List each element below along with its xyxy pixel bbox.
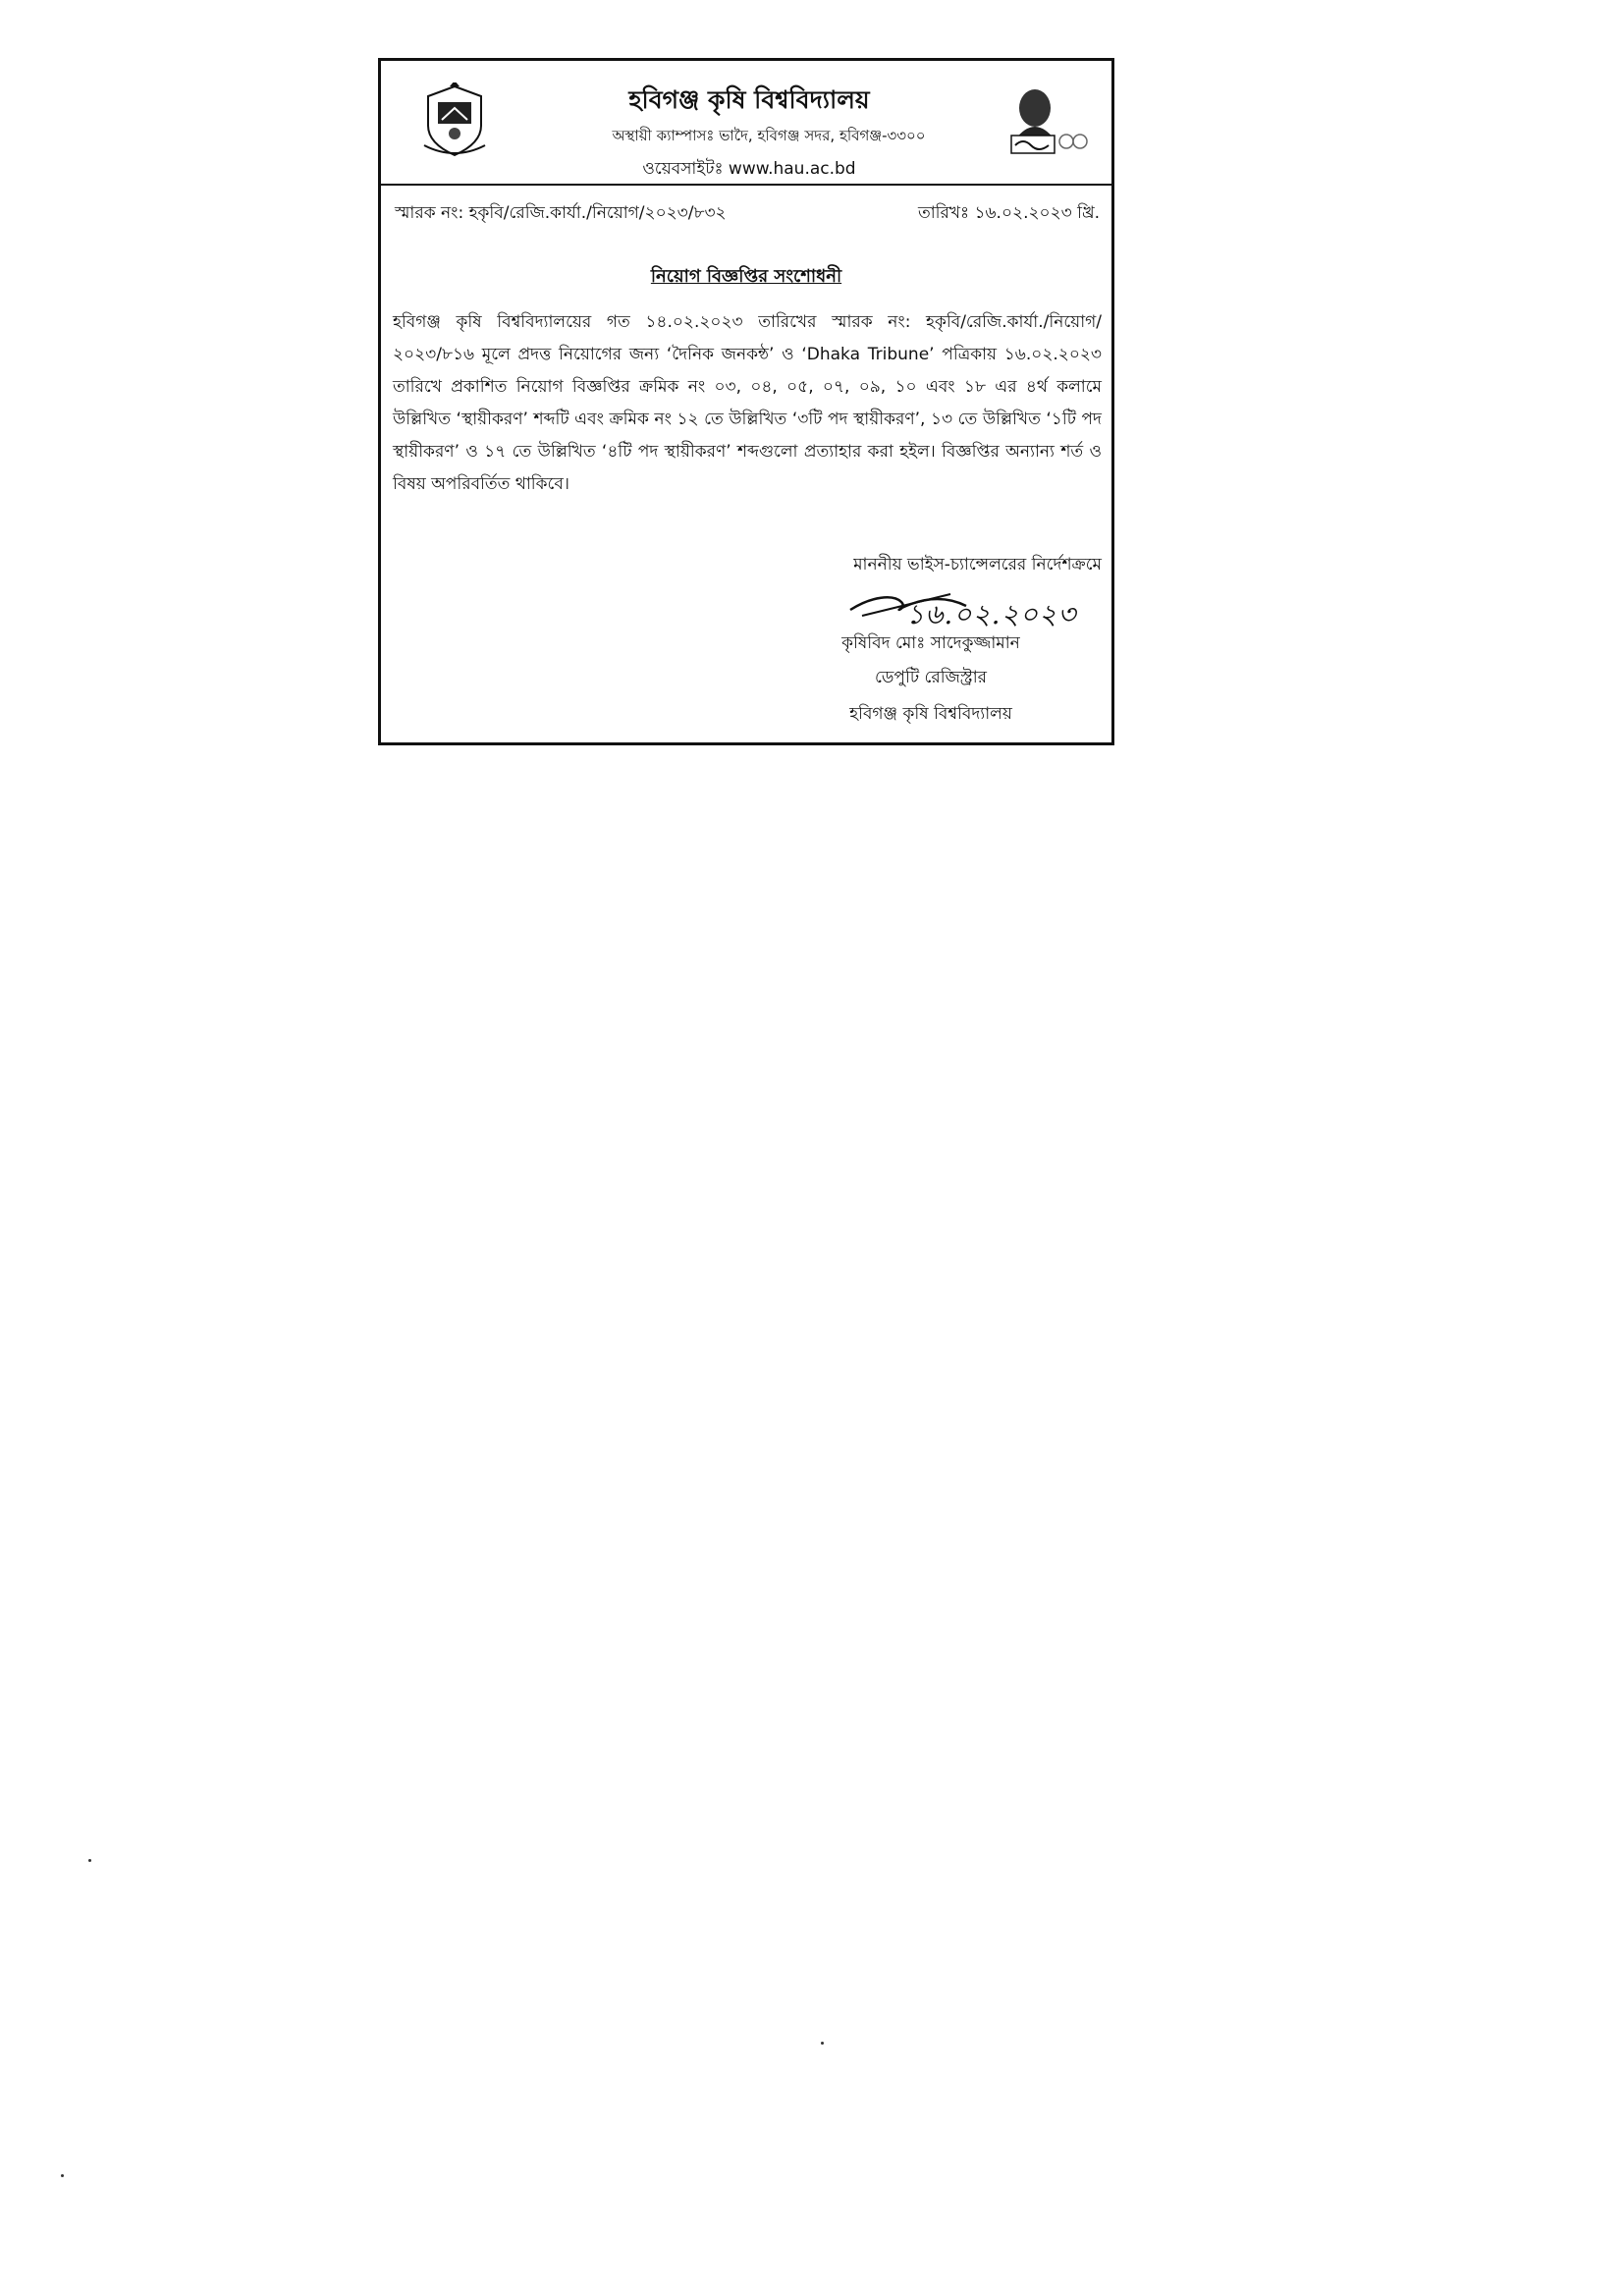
letterhead: [381, 61, 1111, 184]
handwritten-date: ১৬.০২.২০২৩: [906, 598, 1077, 630]
mujib-borsho-logo-icon: [1001, 81, 1088, 157]
scan-speck: [61, 2174, 64, 2177]
university-name: হবিগঞ্জ কৃষি বিশ্ববিদ্যালয়: [628, 85, 870, 114]
notice-body: হবিগঞ্জ কৃষি বিশ্ববিদ্যালয়ের গত ১৪.০২.২০২৩ তারিখের স্মারক নং: হকৃবি/রেজি.কার্যা./নিয়োগ/২০২৩/৮১৬ মূলে প্রদত্ত নিয়োগের জন্য ‘দৈনিক জনকন্ঠ’ ও ‘Dhaka Tribune’ পত্রিকায় ১৬.০২.২০২৩ তারিখে প্রকাশিত নিয়োগ বিজ্ঞপ্তির ক্রমিক নং ০৩, ০৪, ০৫, ০৭, ০৯, ১০ এবং ১৮ এর ৪র্থ কলামে উল্লিখিত ‘স্থায়ীকরণ’ শব্দটি এবং ক্রমিক নং ১২ তে উল্লিখিত ‘৩টি পদ স্থায়ীকরণ’, ১৩ তে উল্লিখিত ‘১টি পদ স্থায়ীকরণ’ ও ১৭ তে উল্লিখিত ‘৪টি পদ স্থায়ীকরণ’ শব্দগুলো প্রত্যাহার করা হইল। বিজ্ঞপ্তির অন্যান্য শর্ত ও বিষয় অপরিবর্তিত থাকিবে।: [393, 312, 1102, 494]
university-crest-icon: [420, 82, 489, 159]
signer-organization: হবিগঞ্জ কৃষি বিশ্ববিদ্যালয়: [849, 704, 1012, 724]
issue-date: তারিখঃ ১৬.০২.২০২৩ খ্রি.: [917, 203, 1100, 223]
scan-speck: [821, 2042, 824, 2045]
notice-frame: [378, 58, 1114, 745]
notice-subject: নিয়োগ বিজ্ঞপ্তির সংশোধনী: [650, 266, 842, 287]
header-divider: [381, 184, 1111, 186]
campus-address: অস্থায়ী ক্যাম্পাসঃ ভাদৈ, হবিগঞ্জ সদর, হবিগঞ্জ-৩৩০০: [612, 127, 926, 144]
signer-title: ডেপুটি রেজিস্ট্রার: [875, 668, 987, 687]
signer-name: কৃষিবিদ মোঃ সাদেকুজ্জামান: [841, 633, 1020, 653]
scan-speck: [88, 1859, 91, 1862]
order-line: মাননীয় ভাইস-চ্যান্সেলরের নির্দেশক্রমে: [853, 555, 1102, 574]
memo-number: স্মারক নং: হকৃবি/রেজি.কার্যা./নিয়োগ/২০২৩/৮৩২: [395, 203, 727, 223]
website: ওয়েবসাইটঃ www.hau.ac.bd: [642, 159, 856, 179]
